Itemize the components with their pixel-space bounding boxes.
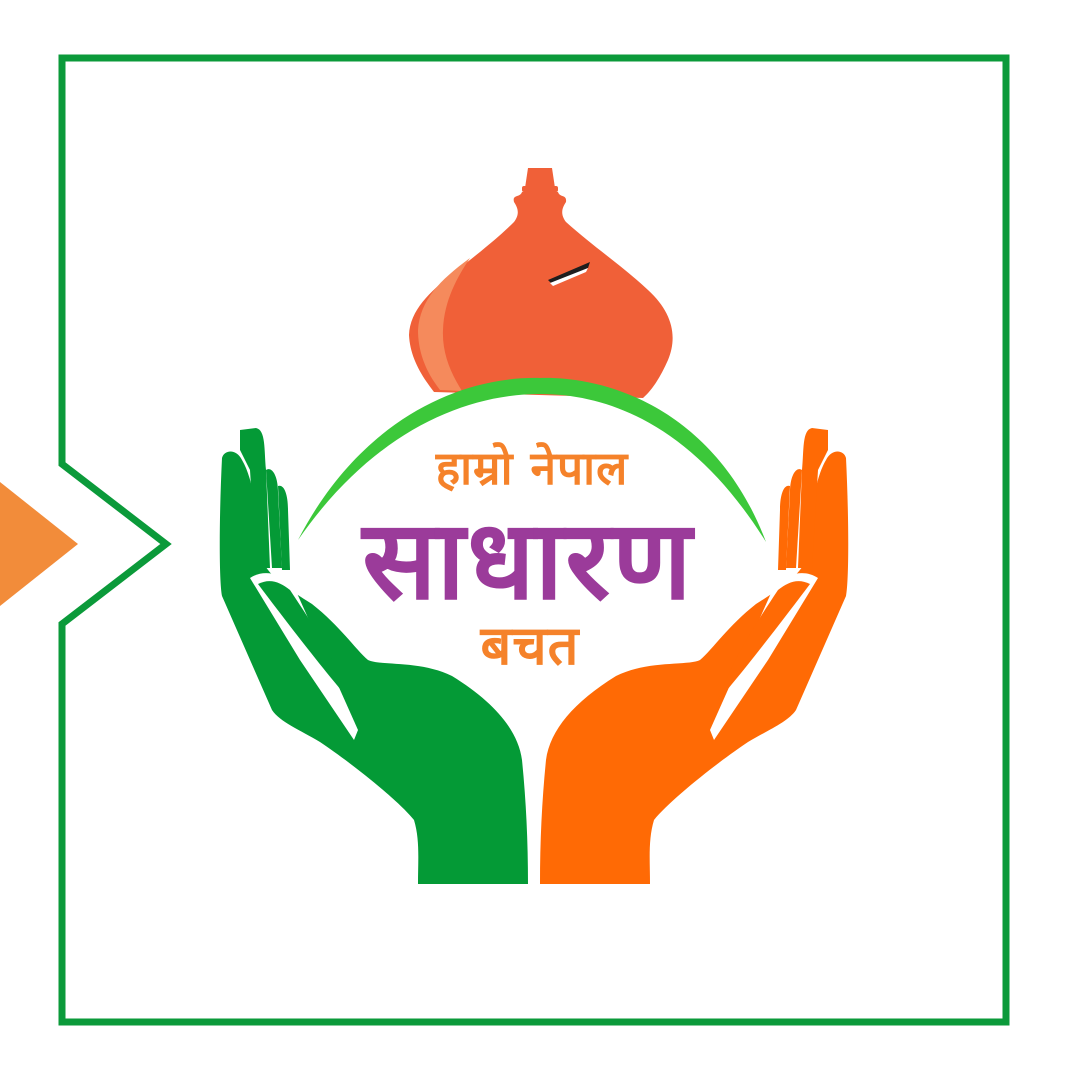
orange-arrow-marker (0, 482, 78, 606)
brand-name-text: साधारण (362, 496, 694, 624)
tagline-bottom-text: बचत (480, 614, 580, 677)
clay-pot-icon (409, 168, 673, 398)
tagline-top-text: हाम्रो नेपाल (435, 441, 629, 495)
